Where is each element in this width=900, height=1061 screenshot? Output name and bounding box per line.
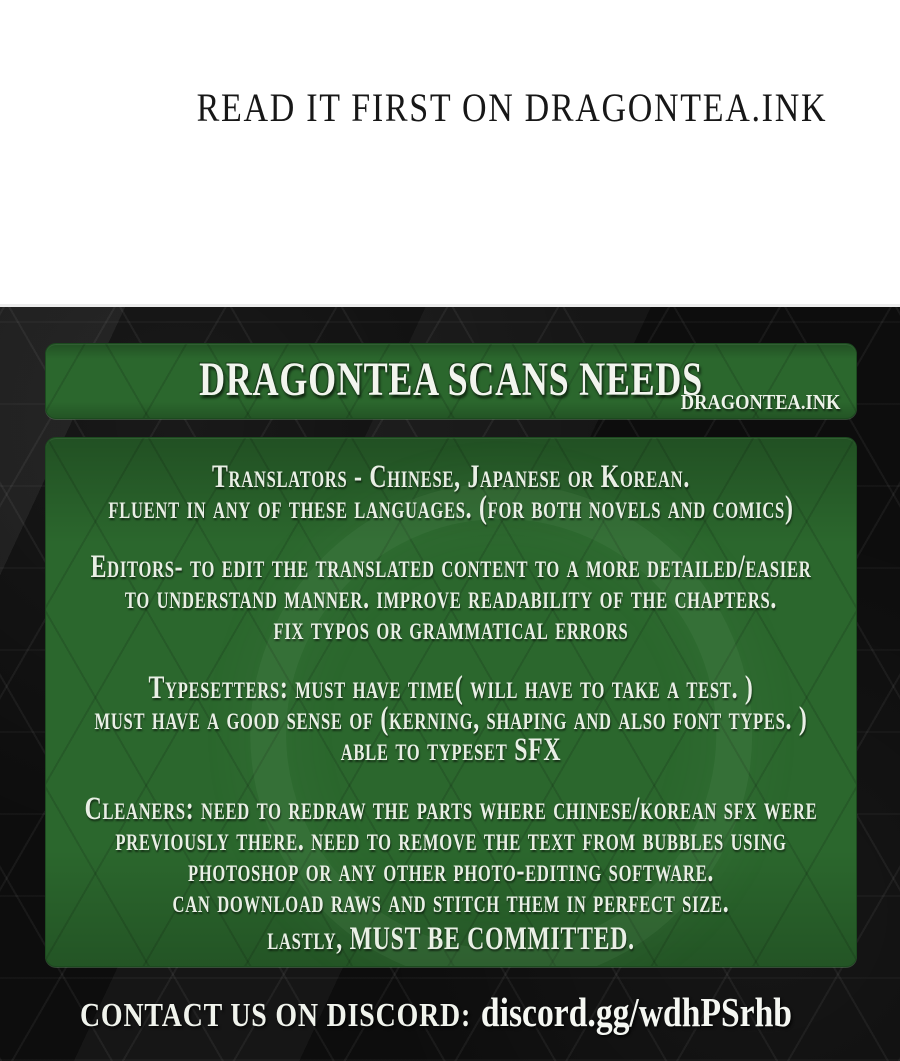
- section-typesetters: [45, 670, 857, 768]
- section-line: previously there. need to remove the text from bubbles using: [115, 822, 787, 858]
- section-line: must have a good sense of (kerning, shaping and also font types. ): [94, 701, 808, 737]
- section-line: Editors- to edit the translated content to a more detailed/easier: [90, 549, 812, 585]
- section-line: fix typos or grammatical errors: [273, 611, 629, 647]
- recruitment-body: [45, 437, 857, 967]
- section-line: Translators - Chinese, Japanese or Korean.: [211, 459, 691, 495]
- section-line: able to typeset SFX: [340, 732, 562, 768]
- section-line: Cleaners: need to redraw the parts where chinese/korean sfx were: [84, 791, 818, 827]
- section-line: Typesetters: must have time( will have to take a test. ): [148, 670, 754, 706]
- section-line: photoshop or any other photo-editing software.: [187, 853, 715, 889]
- top-banner-text: READ IT FIRST ON DRAGONTEA.INK: [196, 85, 828, 130]
- recruitment-header: [45, 343, 857, 419]
- top-banner: [0, 84, 900, 131]
- section-cleaners: [45, 791, 857, 920]
- section-line: lastly, MUST BE COMMITTED.: [267, 921, 635, 957]
- contact-discord-handle: discord.gg/wdhPSrhb: [480, 989, 793, 1035]
- section-line: fluent in any of these languages. (for both novels and comics): [108, 490, 794, 526]
- site-label: DRAGONTEA.INK: [680, 390, 840, 414]
- section-editors: [45, 549, 857, 647]
- page-title: DRAGONTEA SCANS NEEDS: [199, 353, 703, 406]
- top-white-band: [0, 0, 900, 307]
- section-line: to understand manner. improve readability of the chapters.: [124, 580, 778, 616]
- section-commitment: [45, 921, 857, 957]
- contact-line: [67, 988, 805, 1036]
- section-translators: [45, 459, 857, 526]
- section-line: can download raws and stitch them in perfect size.: [172, 884, 730, 920]
- recruitment-text: [45, 438, 857, 955]
- dark-textured-section: [0, 307, 900, 1061]
- contact-label: CONTACT US ON DISCORD:: [79, 997, 472, 1034]
